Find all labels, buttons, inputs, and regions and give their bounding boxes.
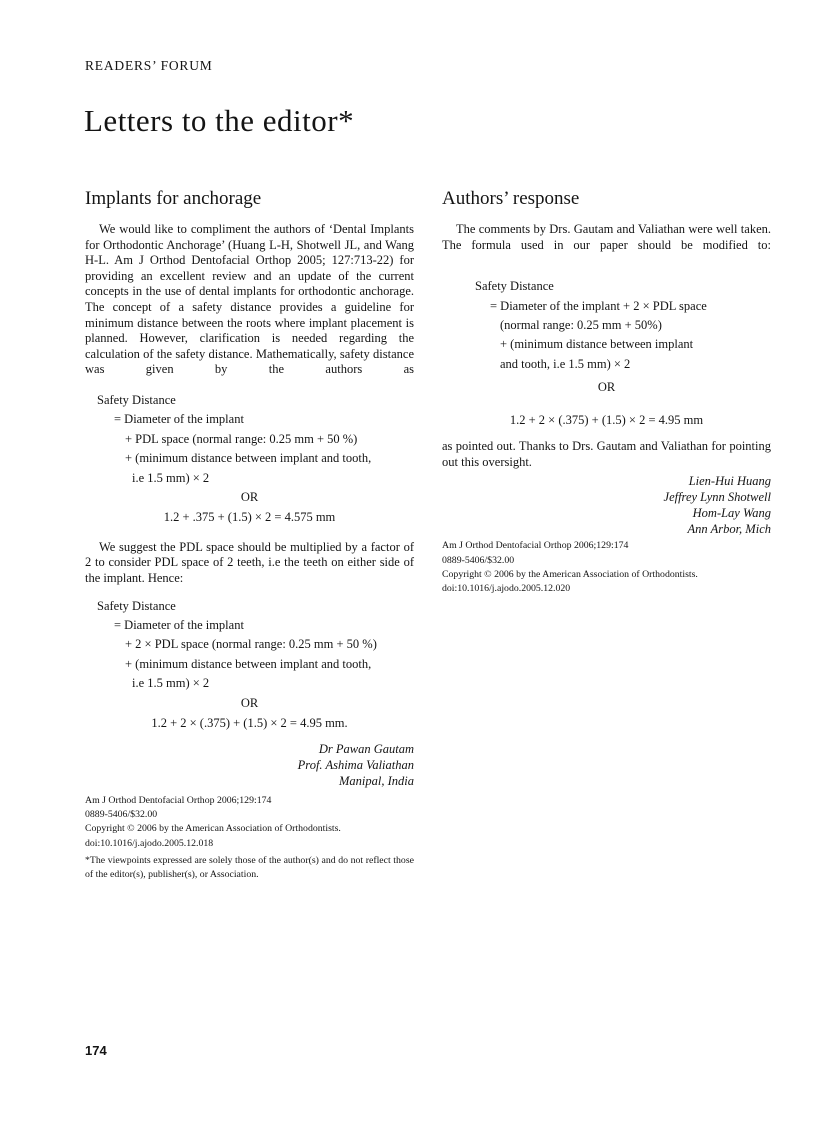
citation-footer xyxy=(442,539,771,596)
signature-line: Prof. Ashima Valiathan xyxy=(297,758,414,773)
equation: 1.2 + 2 × (.375) + (1.5) × 2 = 4.95 mm xyxy=(509,412,704,427)
footnote: *The viewpoints expressed are solely those of the author(s) and do not reflect those of the editor(s), publisher(s), or Association. xyxy=(85,854,414,880)
signature-line: Dr Pawan Gautam xyxy=(318,742,414,757)
formula-line: + PDL space (normal range: 0.25 mm + 50 %) xyxy=(125,431,358,446)
left-column xyxy=(85,188,414,892)
formula-line: = Diameter of the implant xyxy=(114,412,244,427)
response-paragraph-1: The comments by Drs. Gautam and Valiathan were well taken. The formula used in our paper should be modified to: xyxy=(442,222,771,252)
formula-line: and tooth, i.e 1.5 mm) × 2 xyxy=(500,356,631,371)
letter-paragraph-2: We suggest the PDL space should be multiplied by a factor of 2 to consider PDL space of 2 teeth, i.e the teeth on either side of the implant. Hence: xyxy=(85,539,414,585)
formula-line: + (minimum distance between implant xyxy=(500,337,694,352)
signature-block xyxy=(442,474,771,537)
formula-line: + (minimum distance between implant and tooth, xyxy=(125,451,372,466)
formula-line: i.e 1.5 mm) × 2 xyxy=(132,676,210,691)
equation: 1.2 + 2 × (.375) + (1.5) × 2 = 4.95 mm. xyxy=(151,716,348,730)
formula-title: Safety Distance xyxy=(97,392,176,407)
doi-line: doi:10.1016/j.ajodo.2005.12.020 xyxy=(442,583,571,595)
signature-line: Jeffrey Lynn Shotwell xyxy=(663,490,771,505)
letter-heading: Implants for anchorage xyxy=(85,188,262,209)
doi-line: doi:10.1016/j.ajodo.2005.12.018 xyxy=(85,837,214,849)
formula-line: = Diameter of the implant + 2 × PDL space xyxy=(490,298,707,313)
signature-line: Manipal, India xyxy=(339,774,414,788)
signature-block xyxy=(85,742,414,789)
response-paragraph-2: as pointed out. Thanks to Drs. Gautam and Valiathan for pointing out this oversight. xyxy=(442,439,771,469)
citation-line: Copyright © 2006 by the American Association of Orthodontists. xyxy=(85,823,341,835)
response-heading: Authors’ response xyxy=(442,188,580,209)
signature-line: Ann Arbor, Mich xyxy=(687,521,771,536)
citation-footer xyxy=(85,794,414,851)
formula-line: (normal range: 0.25 mm + 50%) xyxy=(500,318,662,332)
formula-block-modified xyxy=(442,277,771,430)
formula-line: + (minimum distance between implant and tooth, xyxy=(125,656,372,671)
formula-title: Safety Distance xyxy=(97,598,176,613)
or-separator: OR xyxy=(240,489,259,504)
formula-line: i.e 1.5 mm) × 2 xyxy=(132,470,210,485)
formula-line: = Diameter of the implant xyxy=(114,617,244,632)
page-title: Letters to the editor* xyxy=(84,103,355,138)
page-number: 174 xyxy=(85,1043,107,1058)
citation-line: 0889-5406/$32.00 xyxy=(442,554,515,566)
signature-line: Lien-Hui Huang xyxy=(688,474,771,489)
or-separator: OR xyxy=(597,380,616,395)
formula-block-suggested xyxy=(85,597,414,734)
right-column xyxy=(442,188,771,892)
citation-line: Am J Orthod Dentofacial Orthop 2006;129:174 xyxy=(85,794,272,806)
or-separator: OR xyxy=(240,695,259,710)
citation-line: 0889-5406/$32.00 xyxy=(85,809,158,821)
running-head: READERS’ FORUM xyxy=(85,58,213,73)
citation-line: Am J Orthod Dentofacial Orthop 2006;129:174 xyxy=(442,540,629,552)
formula-title: Safety Distance xyxy=(475,279,554,294)
letter-paragraph-1: We would like to compliment the authors of ‘Dental Implants for Orthodontic Anchorage’ (Huang L-H, Shotwell JL, and Wang H-L. Am J Orthod Dentofacial Orthop 2005; 127:713-22) for providing an excellent review and an update of the current concepts in the use of dental implants for orthodontic anchorage. The concept of a safety distance provides a guideline for minimum distance between the roots where implant placement is planned. However, clarification is needed regarding the calculation of the safety distance. Mathematically, safety distance was given by the authors as xyxy=(85,222,414,377)
two-column-body xyxy=(85,188,771,892)
signature-line: Hom-Lay Wang xyxy=(692,505,771,520)
formula-block-original xyxy=(85,391,414,528)
formula-line: + 2 × PDL space (normal range: 0.25 mm + 50 %) xyxy=(125,637,377,652)
citation-line: Copyright © 2006 by the American Association of Orthodontists. xyxy=(442,569,698,580)
equation: 1.2 + .375 + (1.5) × 2 = 4.575 mm xyxy=(163,510,336,525)
